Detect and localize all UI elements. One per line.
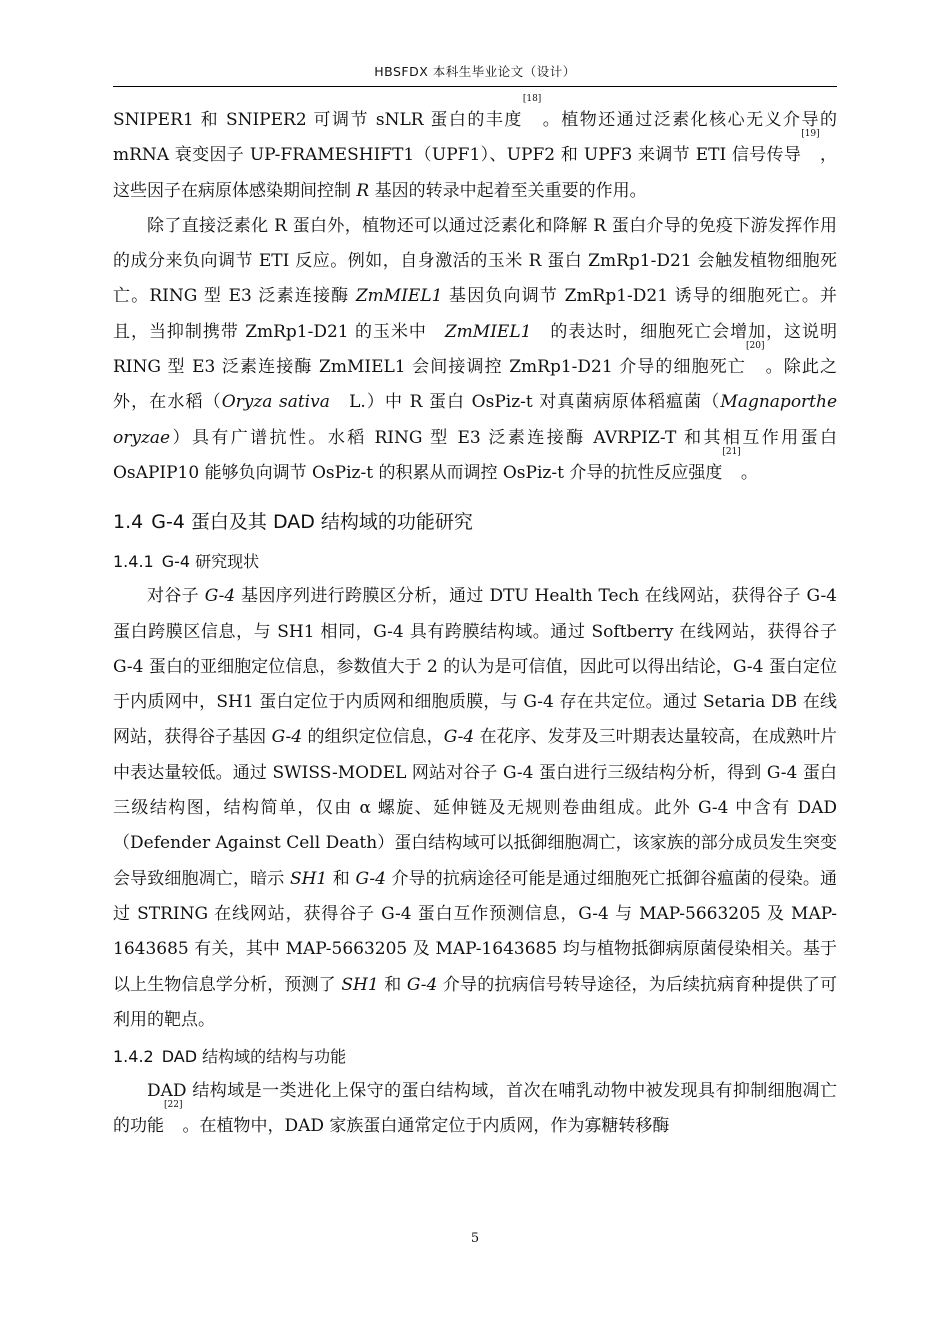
paragraph-1 (113, 94, 838, 209)
text-run: L.）中 R 蛋白 OsPiz-t 对真菌病原体稻瘟菌（ (329, 392, 721, 413)
italic-gene-name: ZmMIEL1 (444, 321, 532, 342)
citation-18: [18] (522, 94, 542, 104)
citation-20: [20] (746, 341, 765, 352)
text-run: 在花序、发芽及三叶期表达量较高，在成熟叶片中表达量较低。通过 SWISS-MODEL 网站对谷子 G-4 蛋白进行三级结构分析，得到 G-4 蛋白三级结构图，结构简单，仅由 α 螺旋、延伸链及无规则卷曲组成。此外 G-4 中含有 DAD（Defender Against Cell Death）蛋白结构域可以抵御细胞凋亡，该家族的部分成员发生突变会导致细胞凋亡，暗示 (113, 727, 838, 889)
section-title: G-4 蛋白及其 DAD 结构域的功能研究 (151, 511, 473, 534)
text-run: 。植物还通过泛素化核心无义介导的 mRNA 衰变因子 UP-FRAMESHIFT1（UPF1）、UPF2 和 UPF3 来调节 ETI 信号传导 (113, 110, 838, 166)
document-body (113, 94, 838, 1145)
subsection-title: DAD 结构域的结构与功能 (161, 1047, 347, 1067)
text-run: 和 (378, 974, 407, 995)
text-run: 基因负向调节 ZmRp1-D21 诱导的细胞死亡。并且，当抑制携带 ZmRp1-D21 的玉米中 (113, 286, 838, 342)
italic-species-name: Magnaporthe oryzae (113, 392, 838, 448)
paragraph-4 (113, 1074, 837, 1145)
text-run: 除了直接泛素化 R 蛋白外，植物还可以通过泛素化和降解 R 蛋白介导的免疫下游发挥作用的成分来负向调节 ETI 反应。例如，自身激活的玉米 R 蛋白 ZmRp1-D21 会触发植物细胞死亡。RING 型 E3 泛素连接酶 (113, 215, 837, 307)
italic-gene-name: G-4 (443, 727, 475, 748)
text-run: 和 (327, 868, 356, 889)
paragraph-2 (113, 209, 837, 491)
section-number: 1.4 (113, 511, 144, 534)
text-run: ，这些因子在病原体感染期间控制 (113, 145, 837, 201)
text-run: 对谷子 (147, 586, 205, 607)
text-run: DAD 结构域是一类进化上保守的蛋白结构域，首次在哺乳动物中被发现具有抑制细胞凋亡的功能 (113, 1081, 837, 1137)
italic-gene-name: SH1 (289, 868, 328, 889)
citation-21: [21] (722, 446, 741, 457)
text-run: 基因的转录中起着至关重要的作用。 (369, 180, 647, 201)
subsection-title: G-4 研究现状 (161, 552, 260, 572)
text-run: 介导的抗病途径可能是通过细胞死亡抵御谷瘟菌的侵染。通过 STRING 在线网站，获得谷子 G-4 蛋白互作预测信息，G-4 与 MAP-5663205 及 MAP-1643685 有关，其中 MAP-5663205 及 MAP-1643685 均与植物抵御病原菌侵染相关。基于以上生物信息学分析，预测了 (113, 868, 838, 995)
italic-species-name: Oryza sativa (221, 392, 330, 413)
text-run: 的组织定位信息， (302, 727, 444, 748)
text-run: 。 (740, 462, 758, 483)
paragraph-3 (113, 579, 837, 1038)
citation-19: [19] (801, 129, 820, 140)
page-header: HBSFDX 本科生毕业论文（设计） (374, 64, 576, 79)
subsection-number: 1.4.2 (113, 1047, 154, 1067)
header-rule (113, 86, 837, 87)
page-number: 5 (470, 1231, 480, 1246)
italic-gene-name: SH1 (341, 974, 379, 995)
subsection-heading-1-4-2 (113, 1040, 837, 1074)
text-run: SNIPER1 和 SNIPER2 可调节 sNLR 蛋白的丰度 (113, 110, 523, 130)
italic-gene-name: ZmMIEL1 (355, 286, 443, 307)
italic-gene-name: G-4 (204, 586, 236, 607)
subsection-heading-1-4-1 (113, 545, 837, 579)
text-run: 的表达时，细胞死亡会增加，这说明 RING 型 E3 泛素连接酶 ZmMIEL1 会间接调控 ZmRp1-D21 介导的细胞死亡 (113, 321, 837, 378)
section-heading-1-4 (113, 507, 837, 537)
citation-22: [22] (164, 1100, 183, 1111)
italic-gene-name: G-4 (271, 727, 303, 748)
text-run: 基因序列进行跨膜区分析，通过 DTU Health Tech 在线网站，获得谷子 G-4 蛋白跨膜区信息，与 SH1 相同，G-4 具有跨膜结构域。通过 Softberry 在线网站，获得谷子 G-4 蛋白的亚细胞定位信息，参数值大于 2 的认为是可信值，因此可以得出结论，G-4 蛋白定位于内质网中，SH1 蛋白定位于内质网和细胞质膜，与 G-4 存在共定位。通过 Setaria DB 在线网站，获得谷子基因 (113, 586, 837, 748)
text-run: 。除此之外，在水稻（ (113, 357, 837, 413)
italic-gene-name: G-4 (355, 868, 386, 889)
subsection-number: 1.4.1 (113, 552, 154, 572)
italic-gene-name: G-4 (406, 974, 438, 995)
text-run: ）具有广谱抗性。水稻 RING 型 E3 泛素连接酶 AVRPIZ-T 和其相互作用蛋白 OsAPIP10 能够负向调节 OsPiz-t 的积累从而调控 OsPiz-t 介导的抗性反应强度 (113, 427, 837, 483)
italic-gene-name: R (356, 180, 370, 201)
text-run: 。在植物中，DAD 家族蛋白通常定位于内质网，作为寡糖转移酶 (182, 1116, 670, 1137)
text-run: 介导的抗病信号转导途径，为后续抗病育种提供了可利用的靶点。 (113, 974, 838, 1030)
